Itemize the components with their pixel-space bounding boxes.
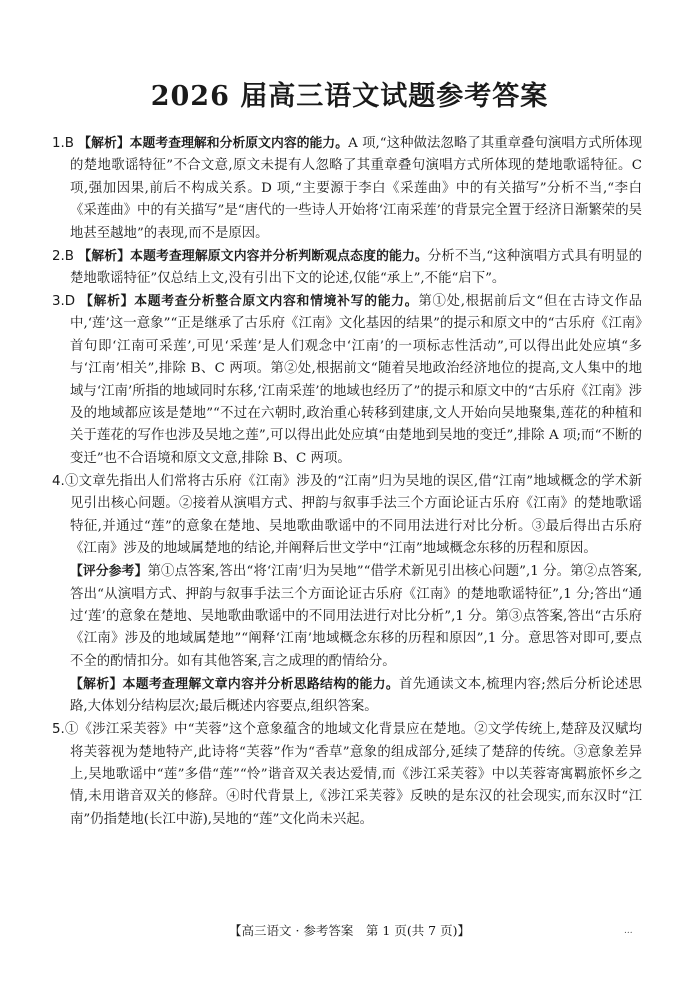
item-number: 1.B [52, 136, 74, 151]
answer-item-5 [52, 719, 642, 831]
item-4-analysis [52, 674, 642, 719]
item-text: 第①处,根据前后文“但在古诗文作品中,‘莲’这一意象”“正是继承了古乐府《江南》文化基因的结果”的提示和原文中的“古乐府《江南》首句即‘江南可采莲’,可见‘采莲’是人们观念中‘江南’的一项标志性活动”,可以得出此处应填“多与‘江南’相关”,排除 B、C 两项。第②处,根据前文“随着吴地政治经济地位的提高,文人集中的地域与‘江南’所指的地域同时东移,‘江南采莲’的地域也经历了”的提示和原文中的“古乐府《江南》涉及的地域都应该是楚地”“不过在六朝时,政治重心转移到建康,文人开始向吴地聚集,莲花的种植和关于莲花的写作也涉及吴地之莲”,可以得出此处应填“由楚地到吴地的变迁”,排除 A 项;而“不断的变迁”也不合语境和原文文意,排除 B、C 两项。 [70, 294, 643, 466]
item-number: 2.B [52, 248, 74, 264]
scoring-tag: 【评分参考】 [70, 564, 148, 580]
item-text: 分析不当,“这种演唱方式具有明显的楚地歌谣特征”仅总结上文,没有引出下文的论述,仅能“承上”,不能“启下”。 [70, 248, 642, 287]
page-title: 2026 届高三语文试题参考答案 [150, 81, 549, 112]
page-footer: 【高三语文 · 参考答案 第 1 页(共 7 页)】 [229, 923, 470, 938]
scoring-text: 第①点答案,答出“将‘江南’归为吴地”“借学术新见引出核心问题”,1 分。第②点答案,答出“从演唱方式、押韵与叙事手法三个方面论证古乐府《江南》的楚地歌谣特征”,1 分;答出“通过‘莲’的意象在楚地、吴地歌曲歌谣中的不同用法进行对比分析”,1 分。第③点答案,答出“古乐府《江南》涉及的地域属楚地”“阐释‘江南’地域概念东移的历程和原因”,1 分。意思答对即可,要点不全的酌情扣分。如有其他答案,言之成理的酌情给分。 [70, 564, 642, 669]
answer-item-3 [52, 291, 642, 470]
analysis-tag: 【解析】本题考查理解原文内容并分析判断观点态度的能力。 [78, 248, 428, 264]
answer-content [52, 133, 642, 832]
answer-item-2 [52, 246, 642, 291]
answer-item-4 [52, 471, 642, 561]
answer-item-1 [52, 133, 642, 245]
item-number: 4. [52, 473, 65, 489]
item-text: A 项,“这种做法忽略了其重章叠句演唱方式所体现的楚地歌谣特征”不合文意,原文未提有人忽略了其重章叠句演唱方式所体现的楚地歌谣特征。C 项,强加因果,前后不构成关系。D 项,“主要源于李白《采莲曲》中的有关描写”分析不当,“李白《采莲曲》中的有关描写”是“唐代的一些诗人开始将‘江南采莲’的背景完全置于经济日渐繁荣的吴地甚至越地”的表现,而不是原因。 [70, 136, 643, 241]
item-text: ①文章先指出人们常将古乐府《江南》涉及的“江南”归为吴地的误区,借“江南”地域概念的学术新见引出核心问题。②接着从演唱方式、押韵与叙事手法三个方面论证古乐府《江南》的楚地歌谣特征,并通过“莲”的意象在楚地、吴地歌曲歌谣中的不同用法进行对比分析。③最后得出古乐府《江南》涉及的地域属楚地的结论,并阐释后世文学中“江南”地域概念东移的历程和原因。 [64, 473, 642, 557]
analysis-tag: 【解析】本题考查分析整合原文内容和情境补写的能力。 [80, 294, 419, 310]
footer-mark: ... [624, 926, 633, 936]
item-text: ①《涉江采芙蓉》中“芙蓉”这个意象蕴含的地域文化背景应在楚地。②文学传统上,楚辞及汉赋均将芙蓉视为楚地特产,此诗将“芙蓉”作为“香草”意象的组成部分,延续了楚辞的传统。③意象差异上,吴地歌谣中“莲”多借“莲”“怜”谐音双关表达爱情,而《涉江采芙蓉》中以芙蓉寄寓羁旅怀乡之情,未用谐音双关的修辞。④时代背景上,《涉江采芙蓉》反映的是东汉的社会现实,而东汉时“江南”仍指楚地(长江中游),吴地的“莲”文化尚未兴起。 [64, 722, 642, 827]
item-number: 5. [52, 722, 65, 738]
scoring-reference [52, 561, 642, 673]
analysis-tag: 【解析】本题考查理解文章内容并分析思路结构的能力。 [70, 676, 400, 692]
analysis-text: 首先通读文本,梳理内容;然后分析论述思路,大体划分结构层次;最后概述内容要点,组织答案。 [70, 676, 642, 715]
item-number: 3.D [52, 294, 76, 310]
analysis-tag: 【解析】本题考查理解和分析原文内容的能力。 [78, 136, 349, 151]
